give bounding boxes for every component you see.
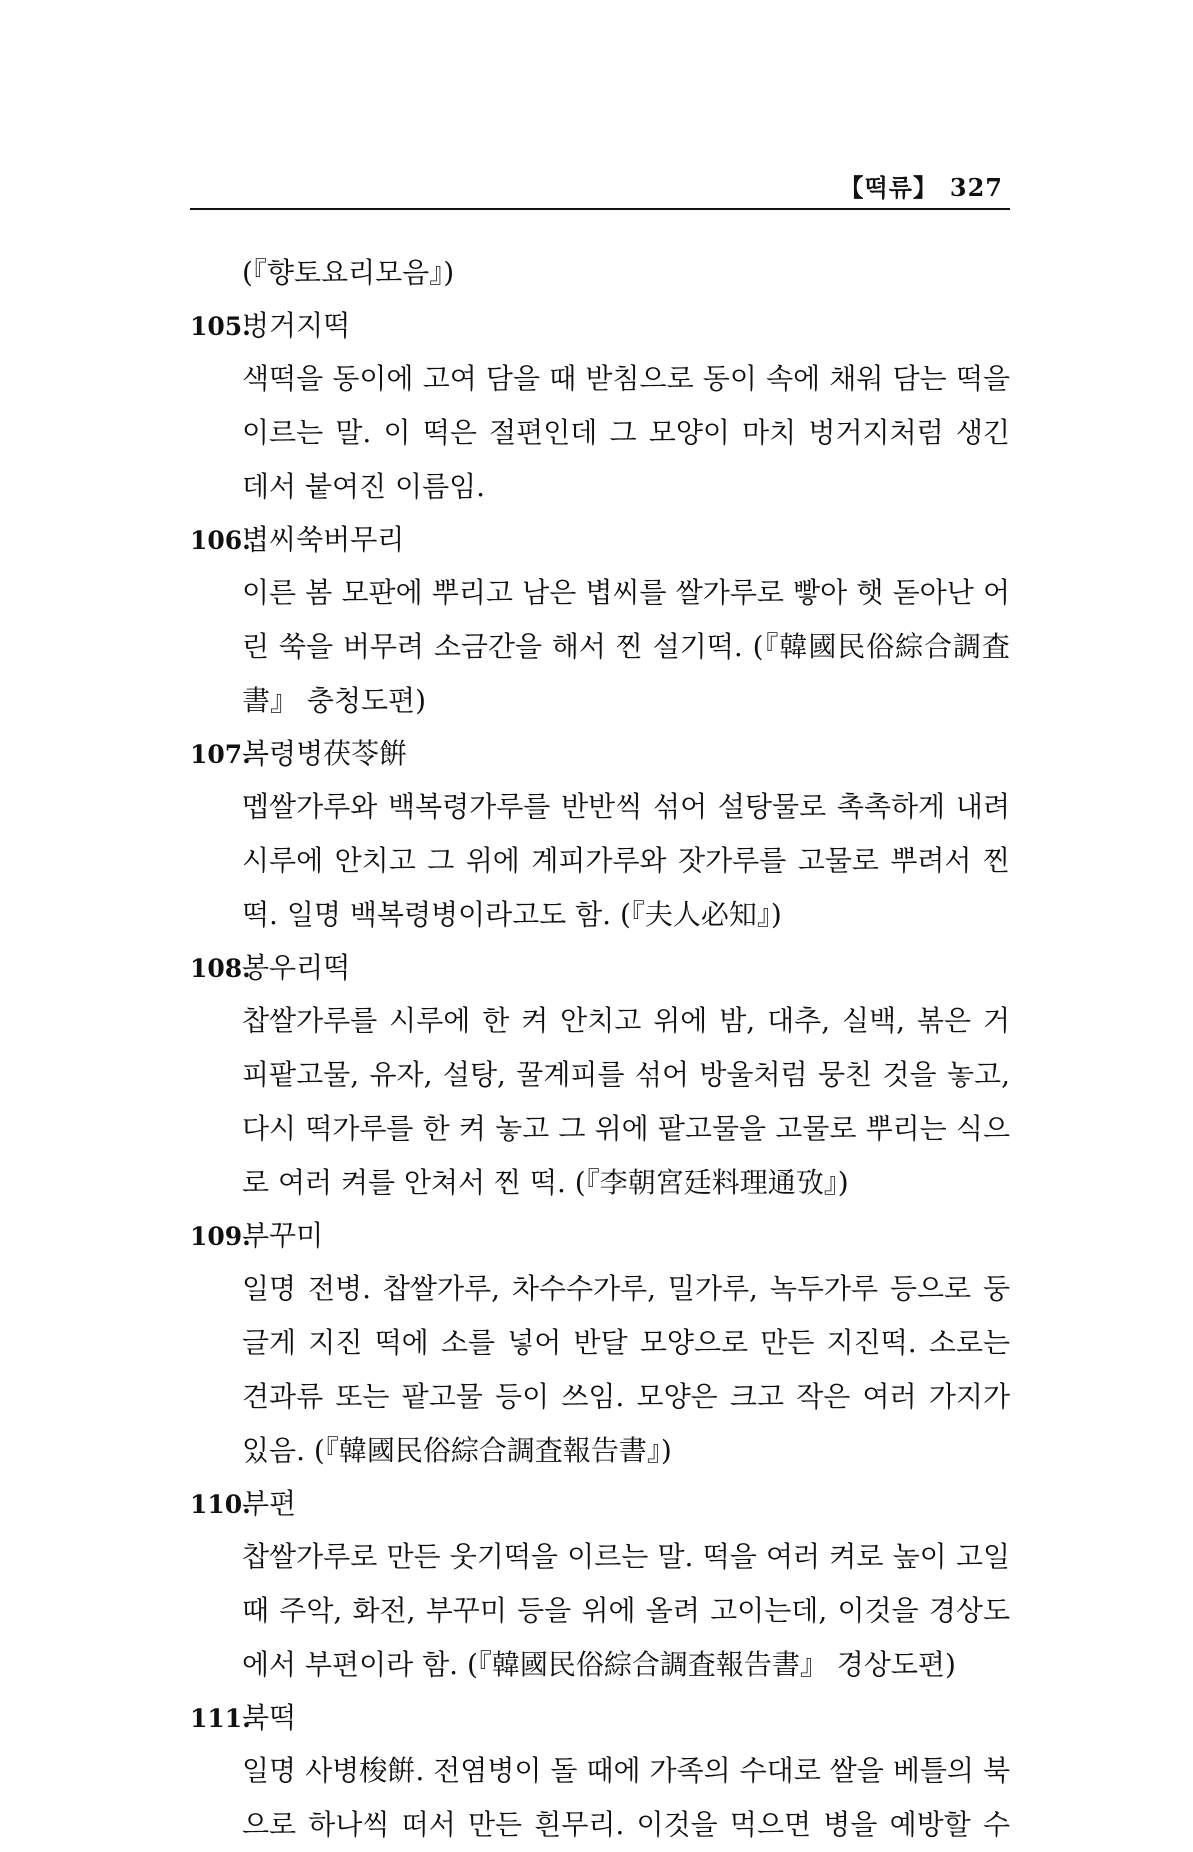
entry-108 (190, 942, 1010, 1210)
entry-text-line: 다시 떡가루를 한 켜 놓고 그 위에 팥고물을 고물로 뿌리는 식으 (242, 1112, 1010, 1145)
entry-number: 110. (190, 1490, 251, 1519)
entry-heading (190, 942, 1010, 994)
entry-106 (190, 514, 1010, 728)
entry-heading (190, 1478, 1010, 1530)
entry-term: 볍씨쑥버무리 (242, 523, 405, 556)
entry-text-line: 글게 지진 떡에 소를 넣어 반달 모양으로 만든 지진떡. 소로는 (242, 1326, 1010, 1359)
entry-text-line: 데서 붙여진 이름임. (242, 470, 486, 503)
entry-term: 복령병茯苓餠 (242, 737, 408, 770)
entry-term: 봉우리떡 (242, 951, 351, 984)
entry-term: 벙거지떡 (242, 309, 351, 342)
entry-text-line: 書』 충청도편) (242, 684, 427, 717)
entry-number: 108. (190, 954, 251, 983)
entry-term: 부편 (242, 1487, 297, 1520)
entry-107 (190, 728, 1010, 942)
header-rule (190, 208, 1010, 210)
entry-text-line: 일명 사병梭餠. 전염병이 돌 때에 가족의 수대로 쌀을 베틀의 북 (242, 1754, 1010, 1787)
entry-109 (190, 1210, 1010, 1478)
entry-text-line: 견과류 또는 팥고물 등이 쓰임. 모양은 크고 작은 여러 가지가 (242, 1380, 1010, 1413)
entry-text-line: 시루에 안치고 그 위에 계피가루와 잣가루를 고물로 뿌려서 찐 (242, 844, 1010, 877)
entry-text-line: 때 주악, 화전, 부꾸미 등을 위에 올려 고이는데, 이것을 경상도 (242, 1594, 1010, 1627)
entry-text-line: 색떡을 동이에 고여 담을 때 받침으로 동이 속에 채워 담는 떡을 (242, 362, 1010, 395)
entry-text-line: 멥쌀가루와 백복령가루를 반반씩 섞어 설탕물로 촉촉하게 내려 (242, 790, 1010, 823)
entry-text-line: 로 여러 켜를 안쳐서 찐 떡. (『李朝宮廷料理通攷』) (242, 1166, 849, 1199)
entry-number: 106. (190, 526, 251, 555)
entry-text-line: 있음. (『韓國民俗綜合調査報告書』) (242, 1434, 672, 1467)
entry-text-line: 이른 봄 모판에 뿌리고 남은 볍씨를 쌀가루로 빻아 햇 돋아난 어 (242, 576, 1010, 609)
entry-term: 부꾸미 (242, 1219, 324, 1252)
entry-text-line: 린 쑥을 버무려 소금간을 해서 찐 설기떡. (『韓國民俗綜合調査 (242, 630, 1010, 663)
entry-heading (190, 300, 1010, 352)
entry-heading (190, 1210, 1010, 1262)
page-body (190, 246, 1010, 1852)
entry-text-line: 떡. 일명 백복령병이라고도 함. (『夫人必知』) (242, 898, 782, 931)
entry-text-line: 찹쌀가루를 시루에 한 켜 안치고 위에 밤, 대추, 실백, 볶은 거 (242, 1004, 1010, 1037)
entry-111 (190, 1692, 1010, 1852)
entry-110 (190, 1478, 1010, 1692)
entry-105 (190, 300, 1010, 514)
running-header (840, 168, 1003, 203)
section-title: 【떡류】 (839, 173, 938, 202)
entry-text-line: 이르는 말. 이 떡은 절편인데 그 모양이 마치 벙거지처럼 생긴 (242, 416, 1010, 449)
entry-heading (190, 728, 1010, 780)
entry-text-line: 피팥고물, 유자, 설탕, 꿀계피를 섞어 방울처럼 뭉친 것을 놓고, (242, 1058, 1010, 1091)
page-number: 327 (949, 173, 1003, 202)
entry-term: 북떡 (242, 1701, 297, 1734)
entry-heading (190, 514, 1010, 566)
entry-text-line: 에서 부편이라 함. (『韓國民俗綜合調査報告書』 경상도편) (242, 1648, 956, 1681)
entry-text-line: 일명 전병. 찹쌀가루, 차수수가루, 밀가루, 녹두가루 등으로 둥 (242, 1272, 1010, 1305)
entry-number: 107. (190, 740, 251, 769)
entry-text-line: 찹쌀가루로 만든 웃기떡을 이르는 말. 떡을 여러 켜로 높이 고일 (242, 1540, 1010, 1573)
entry-number: 111. (190, 1704, 251, 1733)
entry-number: 105. (190, 312, 251, 341)
entry-number: 109. (190, 1222, 251, 1251)
entry-text-line: 으로 하나씩 떠서 만든 흰무리. 이것을 먹으면 병을 예방할 수 (242, 1808, 1010, 1841)
entry-heading (190, 1692, 1010, 1744)
continued-citation: (『향토요리모음』) (242, 256, 455, 289)
